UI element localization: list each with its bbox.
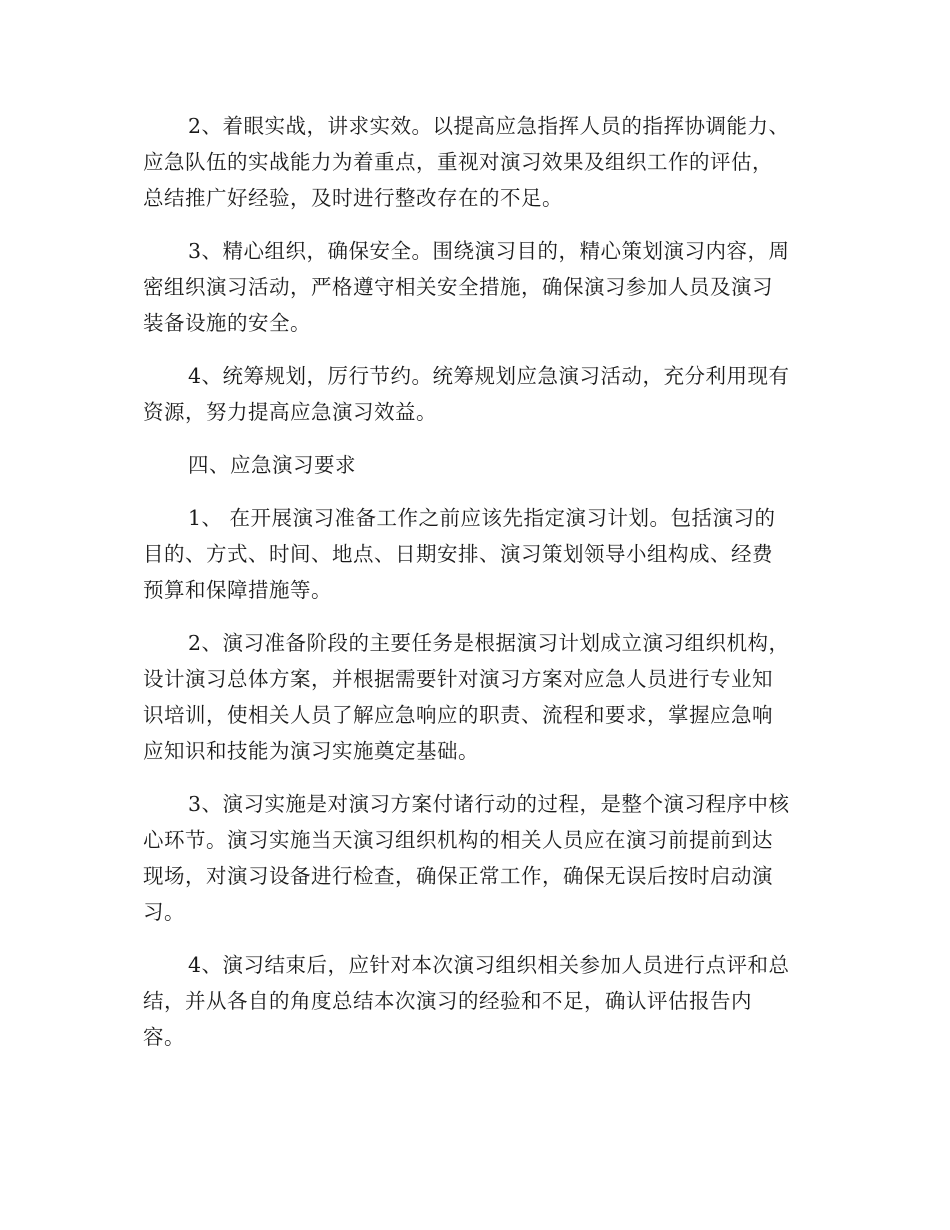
text-line: 3、精心组织，确保安全。围绕演习目的，精心策划演习内容，周 bbox=[188, 239, 790, 263]
section-heading: 四、应急演习要求 bbox=[188, 453, 356, 477]
paragraph-requirement-1 bbox=[143, 500, 811, 608]
text-line: 目的、方式、时间、地点、日期安排、演习策划领导小组构成、经费 bbox=[143, 542, 773, 566]
text-line: 预算和保障措施等。 bbox=[143, 578, 332, 602]
document-body bbox=[143, 108, 811, 1072]
text-line: 应急队伍的实战能力为着重点，重视对演习效果及组织工作的评估， bbox=[143, 150, 773, 174]
text-line: 结，并从各自的角度总结本次演习的经验和不足，确认评估报告内 bbox=[143, 989, 752, 1013]
text-line: 应知识和技能为演习实施奠定基础。 bbox=[143, 739, 479, 763]
text-line: 现场，对演习设备进行检查，确保正常工作，确保无误后按时启动演 bbox=[143, 864, 773, 888]
text-line: 心环节。演习实施当天演习组织机构的相关人员应在演习前提前到达 bbox=[143, 828, 773, 852]
text-line: 密组织演习活动，严格遵守相关安全措施，确保演习参加人员及演习 bbox=[143, 275, 773, 299]
paragraph-principle-2 bbox=[143, 108, 811, 216]
paragraph-requirement-3 bbox=[143, 786, 811, 930]
text-line: 2、着眼实战，讲求实效。以提高应急指挥人员的指挥协调能力、 bbox=[188, 114, 790, 138]
paragraph-principle-4 bbox=[143, 358, 811, 430]
text-line: 资源，努力提高应急演习效益。 bbox=[143, 400, 437, 424]
paragraph-principle-3 bbox=[143, 233, 811, 341]
paragraph-requirement-4 bbox=[143, 947, 811, 1055]
text-line: 4、演习结束后，应针对本次演习组织相关参加人员进行点评和总 bbox=[188, 953, 790, 977]
text-line: 习。 bbox=[143, 900, 185, 924]
text-line: 2、演习准备阶段的主要任务是根据演习计划成立演习组织机构， bbox=[188, 631, 790, 655]
paragraph-requirement-2 bbox=[143, 625, 811, 769]
text-line: 识培训，使相关人员了解应急响应的职责、流程和要求，掌握应急响 bbox=[143, 703, 773, 727]
text-line: 1、 在开展演习准备工作之前应该先指定演习计划。包括演习的 bbox=[188, 506, 776, 530]
text-line: 设计演习总体方案，并根据需要针对演习方案对应急人员进行专业知 bbox=[143, 667, 773, 691]
text-line: 4、统筹规划，厉行节约。统筹规划应急演习活动，充分利用现有 bbox=[188, 364, 790, 388]
text-line: 3、演习实施是对演习方案付诸行动的过程，是整个演习程序中核 bbox=[188, 792, 790, 816]
text-line: 容。 bbox=[143, 1025, 185, 1049]
text-line: 总结推广好经验，及时进行整改存在的不足。 bbox=[143, 186, 563, 210]
text-line: 装备设施的安全。 bbox=[143, 311, 311, 335]
